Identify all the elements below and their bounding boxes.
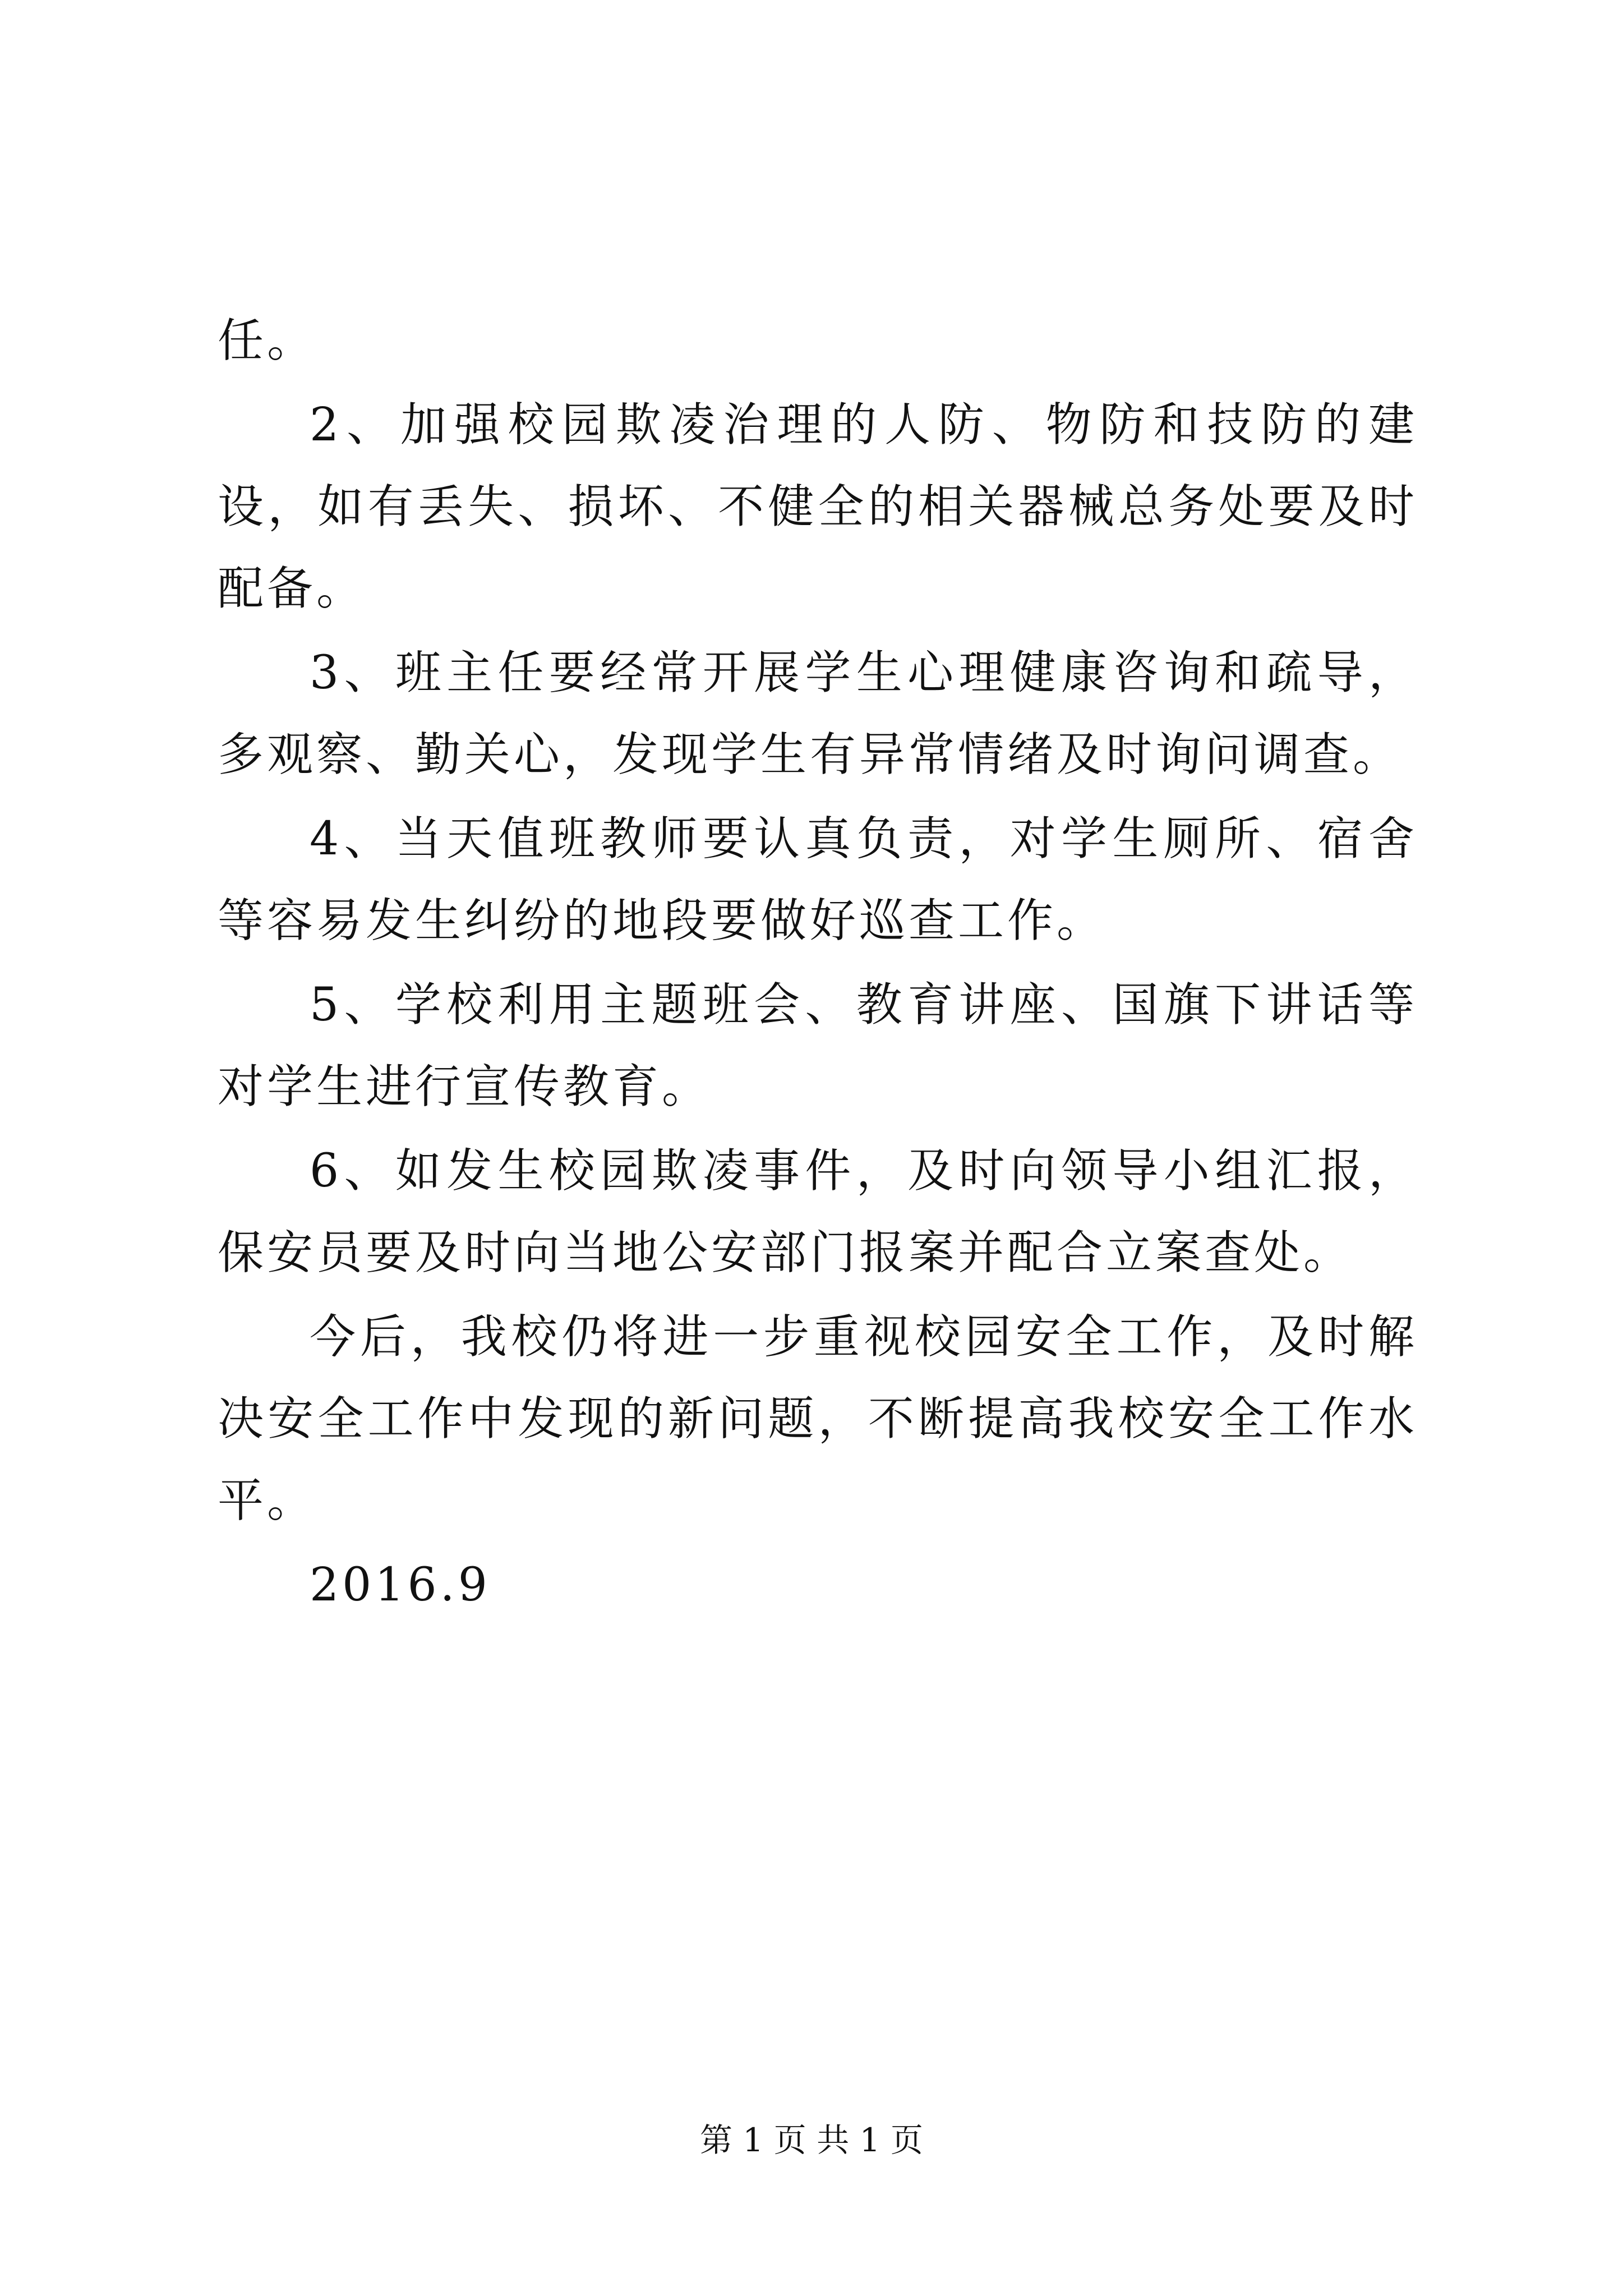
page-number-label: 第 1 页 共 1 页 (700, 2121, 923, 2159)
document-date: 2016.9 (310, 1558, 491, 1612)
paragraph-item-2: 2、加强校园欺凌治理的人防、物防和技防的建设，如有丢失、损坏、不健全的相关器械总务处要及时配备。 (218, 398, 1418, 615)
paragraph-item-3: 3、班主任要经常开展学生心理健康咨询和疏导，多观察、勤关心，发现学生有异常情绪及时询问调查。 (218, 646, 1418, 781)
paragraph-item-5: 5、学校利用主题班会、教育讲座、国旗下讲话等对学生进行宣传教育。 (218, 978, 1418, 1114)
paragraph-continuation: 任。 (218, 314, 317, 367)
paragraph-conclusion: 今后，我校仍将进一步重视校园安全工作，及时解决安全工作中发现的新问题，不断提高我校安全工作水平。 (218, 1310, 1418, 1527)
paragraph-item-6: 6、如发生校园欺凌事件，及时向领导小组汇报，保安员要及时向当地公安部门报案并配合立案查处。 (218, 1144, 1418, 1280)
paragraph-item-4: 4、当天值班教师要认真负责，对学生厕所、宿舍等容易发生纠纷的地段要做好巡查工作。 (218, 812, 1418, 947)
page-footer (0, 2120, 1623, 2160)
document-body (218, 300, 1418, 1628)
